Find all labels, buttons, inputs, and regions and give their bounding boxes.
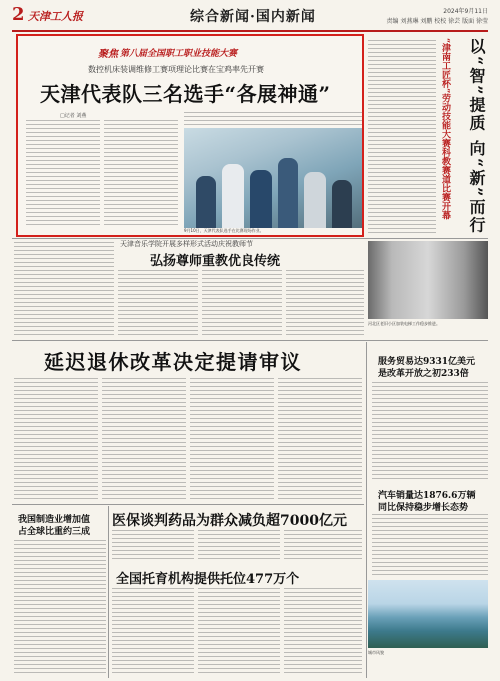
feature-byline: □记者 刘燕 (60, 113, 87, 119)
contest-badge (98, 44, 237, 60)
paper-name: 天津工人报 (28, 10, 83, 23)
auto-text (372, 514, 488, 576)
mid-text-3 (286, 270, 364, 338)
feature-body-top (184, 112, 362, 126)
childcare-text-1 (112, 588, 194, 676)
medical-headline[interactable]: 医保谈判药品为群众减负超7000亿元 (112, 513, 347, 529)
lead-col-2 (102, 378, 186, 502)
date-line: 2024年9月11日 (443, 8, 488, 15)
city-caption: 城市风貌 (368, 650, 384, 655)
right-subhead: “津南工匠杯”劳动技能大赛科教赛道比赛开幕 (440, 38, 450, 220)
trade-headline-1[interactable]: 服务贸易达9331亿美元 (378, 357, 476, 367)
medical-text-3 (284, 530, 362, 562)
manufacturing-headline-2[interactable]: 占全球比重约三成 (18, 527, 91, 537)
feature-body-col-1 (26, 120, 100, 228)
badge-text: 第八届全国职工职业技能大赛 (120, 48, 238, 59)
lead-headline[interactable]: 延迟退休改革决定提请审议 (44, 350, 302, 374)
masthead-rule (12, 30, 488, 32)
section-title: 综合新闻·国内新闻 (190, 9, 316, 25)
editors-line: 责编 刘燕琳 刘鹏 校校 徐芸 版面 徐莹 (386, 18, 488, 25)
divider (366, 342, 367, 678)
right-top-text (368, 40, 436, 236)
childcare-text-2 (198, 588, 280, 676)
divider (12, 340, 488, 341)
medical-text-1 (112, 530, 194, 562)
feature-body-col-2 (104, 120, 178, 228)
feature-photo[interactable] (184, 128, 362, 228)
trade-headline-2[interactable]: 是改革开放之初233倍 (378, 369, 469, 379)
lead-col-3 (190, 378, 274, 502)
lead-col-4 (278, 378, 362, 502)
divider (108, 506, 109, 678)
childcare-headline[interactable]: 全国托育机构提供托位477万个 (116, 572, 300, 587)
left-mid-text (14, 242, 114, 338)
mid-text-2 (202, 270, 282, 338)
divider (12, 504, 364, 505)
feature-kicker: 数控机床装调维修工赛项理论比赛在宝鸡率先开赛 (88, 65, 264, 74)
manufacturing-headline-1[interactable]: 我国制造业增加值 (18, 515, 91, 525)
elevator-caption: 河北区老旧小区加装电梯工作稳步推进。 (368, 321, 440, 326)
auto-headline-2[interactable]: 同比保持稳步增长态势 (378, 503, 469, 513)
mid-headline[interactable]: 弘扬尊师重教优良传统 (150, 254, 281, 269)
lead-col-1 (14, 378, 98, 502)
right-headline[interactable]: 以“智”提质 向“新”而行 (467, 38, 486, 235)
medical-text-2 (198, 530, 280, 562)
masthead (12, 4, 488, 30)
badge-logo: 聚焦 (98, 49, 118, 60)
feature-headline[interactable]: 天津代表队三名选手“各展神通” (40, 82, 331, 106)
feature-story-box[interactable] (16, 34, 364, 237)
city-photo[interactable] (368, 580, 488, 648)
mid-text-1 (118, 270, 198, 338)
elevator-photo[interactable] (368, 241, 488, 319)
page-number: 2 (12, 4, 25, 25)
feature-caption: 9月10日，天津代表队选手在比赛现场作业。 (184, 228, 264, 233)
manufacturing-text (14, 540, 106, 676)
auto-headline-1[interactable]: 汽车销量达1876.6万辆 (378, 491, 476, 501)
trade-text (372, 382, 488, 482)
childcare-text-3 (284, 588, 362, 676)
mid-kicker: 天津音乐学院开展多样形式活动庆祝教师节 (120, 240, 253, 248)
